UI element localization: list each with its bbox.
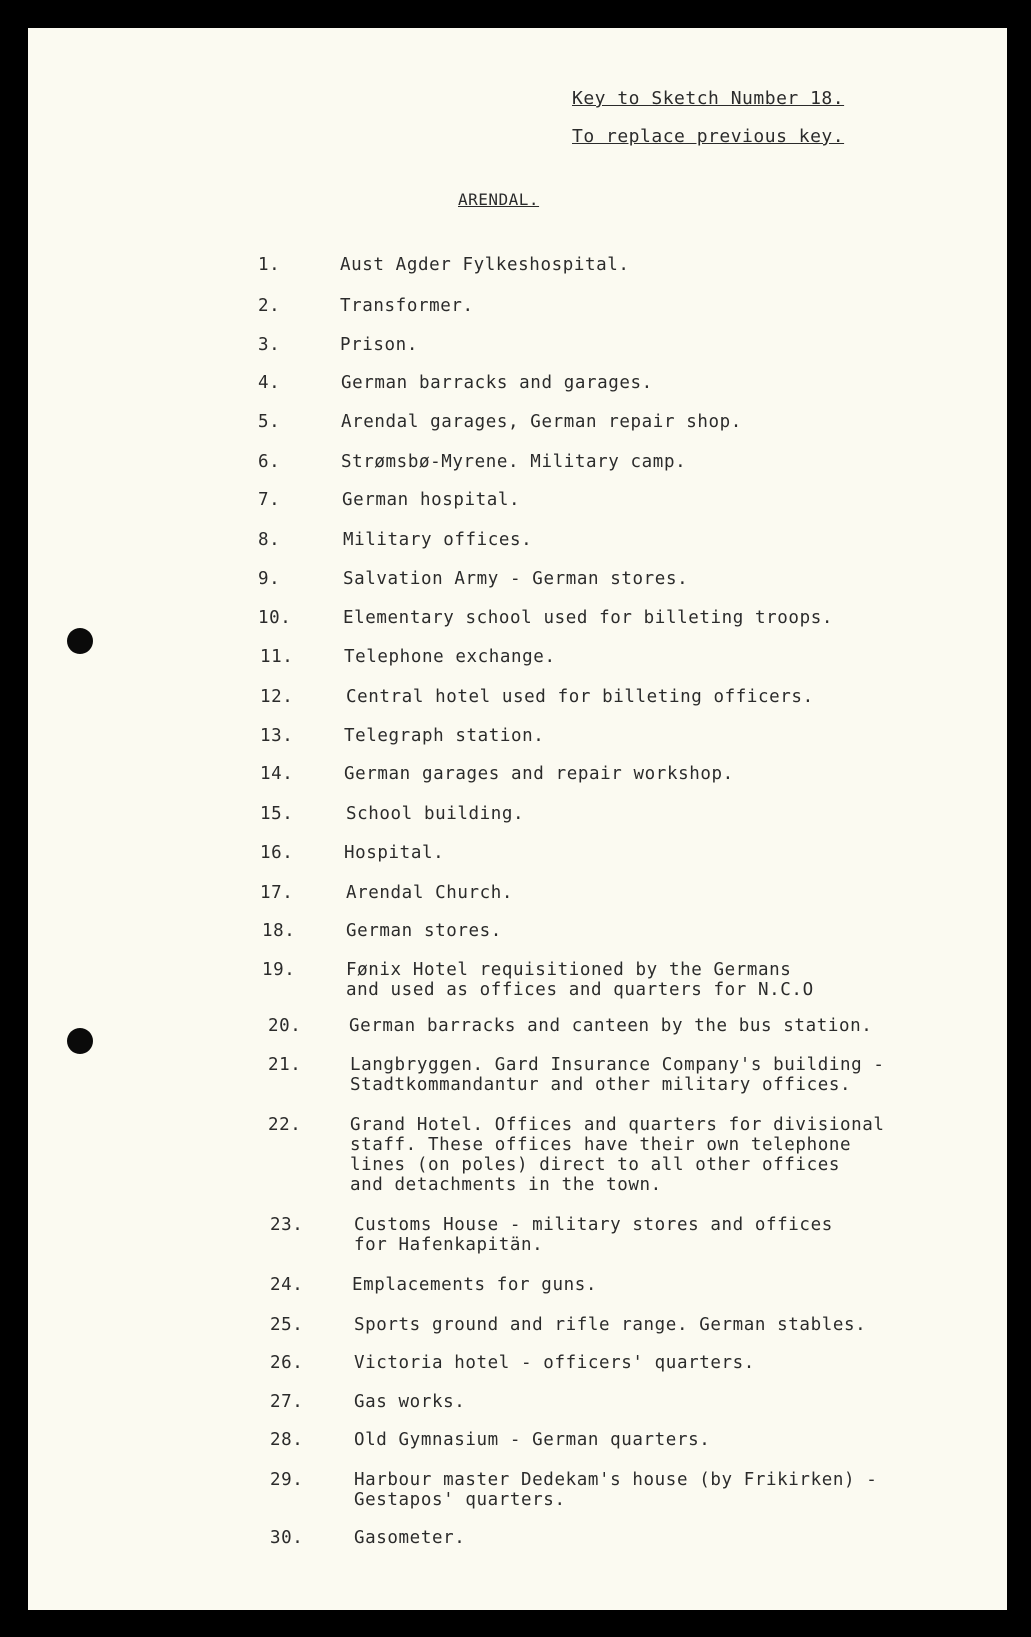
- item-number: 28.: [270, 1430, 304, 1450]
- item-text: Prison.: [340, 335, 418, 355]
- list-item: [28, 1016, 1007, 1046]
- item-number: 2.: [258, 296, 281, 316]
- list-item: [28, 335, 1007, 365]
- item-number: 11.: [260, 647, 294, 667]
- item-number: 23.: [270, 1215, 304, 1235]
- list-item: [28, 1470, 1007, 1510]
- item-number: 19.: [262, 960, 296, 980]
- list-item: [28, 726, 1007, 756]
- list-item: [28, 373, 1007, 403]
- item-number: 17.: [260, 883, 294, 903]
- item-number: 5.: [258, 412, 281, 432]
- item-text: German stores.: [346, 921, 502, 941]
- item-number: 26.: [270, 1353, 304, 1373]
- item-number: 29.: [270, 1470, 304, 1490]
- item-text: Arendal garages, German repair shop.: [341, 412, 742, 432]
- item-number: 13.: [260, 726, 294, 746]
- list-item: [28, 490, 1007, 520]
- list-item: [28, 1275, 1007, 1305]
- list-item: [28, 1353, 1007, 1383]
- list-item: [28, 764, 1007, 794]
- item-number: 12.: [260, 687, 294, 707]
- item-text: Hospital.: [344, 843, 445, 863]
- document-subtitle: To replace previous key.: [572, 126, 845, 147]
- item-number: 14.: [260, 764, 294, 784]
- item-text: Grand Hotel. Offices and quarters for divisional staff. These offices have their own telephone lines (on poles) direct to all other offices and detachments in the town.: [350, 1115, 885, 1195]
- item-number: 25.: [270, 1315, 304, 1335]
- item-text: German hospital.: [342, 490, 521, 510]
- item-number: 22.: [268, 1115, 302, 1135]
- item-number: 21.: [268, 1055, 302, 1075]
- list-item: [28, 1528, 1007, 1558]
- item-text: Telephone exchange.: [344, 647, 556, 667]
- item-text: Customs House - military stores and offices for Hafenkapitän.: [354, 1215, 833, 1255]
- item-number: 9.: [258, 569, 281, 589]
- item-text: German barracks and garages.: [341, 373, 653, 393]
- item-number: 3.: [258, 335, 281, 355]
- list-item: [28, 843, 1007, 873]
- item-number: 24.: [270, 1275, 304, 1295]
- item-text: Transformer.: [340, 296, 474, 316]
- item-text: Old Gymnasium - German quarters.: [354, 1430, 711, 1450]
- list-item: [28, 569, 1007, 599]
- item-number: 16.: [260, 843, 294, 863]
- list-item: [28, 530, 1007, 560]
- item-text: Military offices.: [343, 530, 533, 550]
- item-text: Sports ground and rifle range. German stables.: [354, 1315, 867, 1335]
- list-item: [28, 1055, 1007, 1095]
- list-item: [28, 960, 1007, 1000]
- document-title: Key to Sketch Number 18.: [572, 88, 845, 109]
- item-text: Emplacements for guns.: [352, 1275, 597, 1295]
- list-item: [28, 1215, 1007, 1255]
- item-text: Gasometer.: [354, 1528, 466, 1548]
- item-text: Central hotel used for billeting officers.: [346, 687, 814, 707]
- item-text: Victoria hotel - officers' quarters.: [354, 1353, 755, 1373]
- list-item: [28, 1315, 1007, 1345]
- item-number: 4.: [258, 373, 281, 393]
- list-item: [28, 452, 1007, 482]
- item-text: German barracks and canteen by the bus station.: [349, 1016, 873, 1036]
- item-text: Harbour master Dedekam's house (by Frikirken) - Gestapos' quarters.: [354, 1470, 878, 1510]
- place-heading: ARENDAL.: [458, 190, 540, 209]
- list-item: [28, 883, 1007, 913]
- item-text: Arendal Church.: [346, 883, 514, 903]
- list-item: [28, 412, 1007, 442]
- item-number: 8.: [258, 530, 281, 550]
- list-item: [28, 647, 1007, 677]
- list-item: [28, 804, 1007, 834]
- item-text: Telegraph station.: [344, 726, 545, 746]
- list-item: [28, 921, 1007, 951]
- document-page: [28, 28, 1007, 1610]
- list-item: [28, 296, 1007, 326]
- item-number: 1.: [258, 255, 281, 275]
- item-text: German garages and repair workshop.: [344, 764, 734, 784]
- item-number: 27.: [270, 1392, 304, 1412]
- list-item: [28, 687, 1007, 717]
- list-item: [28, 608, 1007, 638]
- item-number: 18.: [262, 921, 296, 941]
- list-item: [28, 1392, 1007, 1422]
- item-number: 7.: [258, 490, 281, 510]
- item-text: Langbryggen. Gard Insurance Company's building - Stadtkommandantur and other military offices.: [350, 1055, 885, 1095]
- item-text: Strømsbø-Myrene. Military camp.: [341, 452, 687, 472]
- item-text: Aust Agder Fylkeshospital.: [340, 255, 630, 275]
- item-number: 15.: [260, 804, 294, 824]
- list-item: [28, 1115, 1007, 1195]
- item-number: 10.: [258, 608, 292, 628]
- item-number: 30.: [270, 1528, 304, 1548]
- item-number: 20.: [268, 1016, 302, 1036]
- list-item: [28, 255, 1007, 285]
- item-text: Salvation Army - German stores.: [343, 569, 689, 589]
- item-text: Gas works.: [354, 1392, 466, 1412]
- item-text: School building.: [346, 804, 525, 824]
- list-item: [28, 1430, 1007, 1460]
- item-text: Elementary school used for billeting troops.: [343, 608, 833, 628]
- item-text: Fønix Hotel requisitioned by the Germans and used as offices and quarters for N.C.O: [346, 960, 814, 1000]
- item-number: 6.: [258, 452, 281, 472]
